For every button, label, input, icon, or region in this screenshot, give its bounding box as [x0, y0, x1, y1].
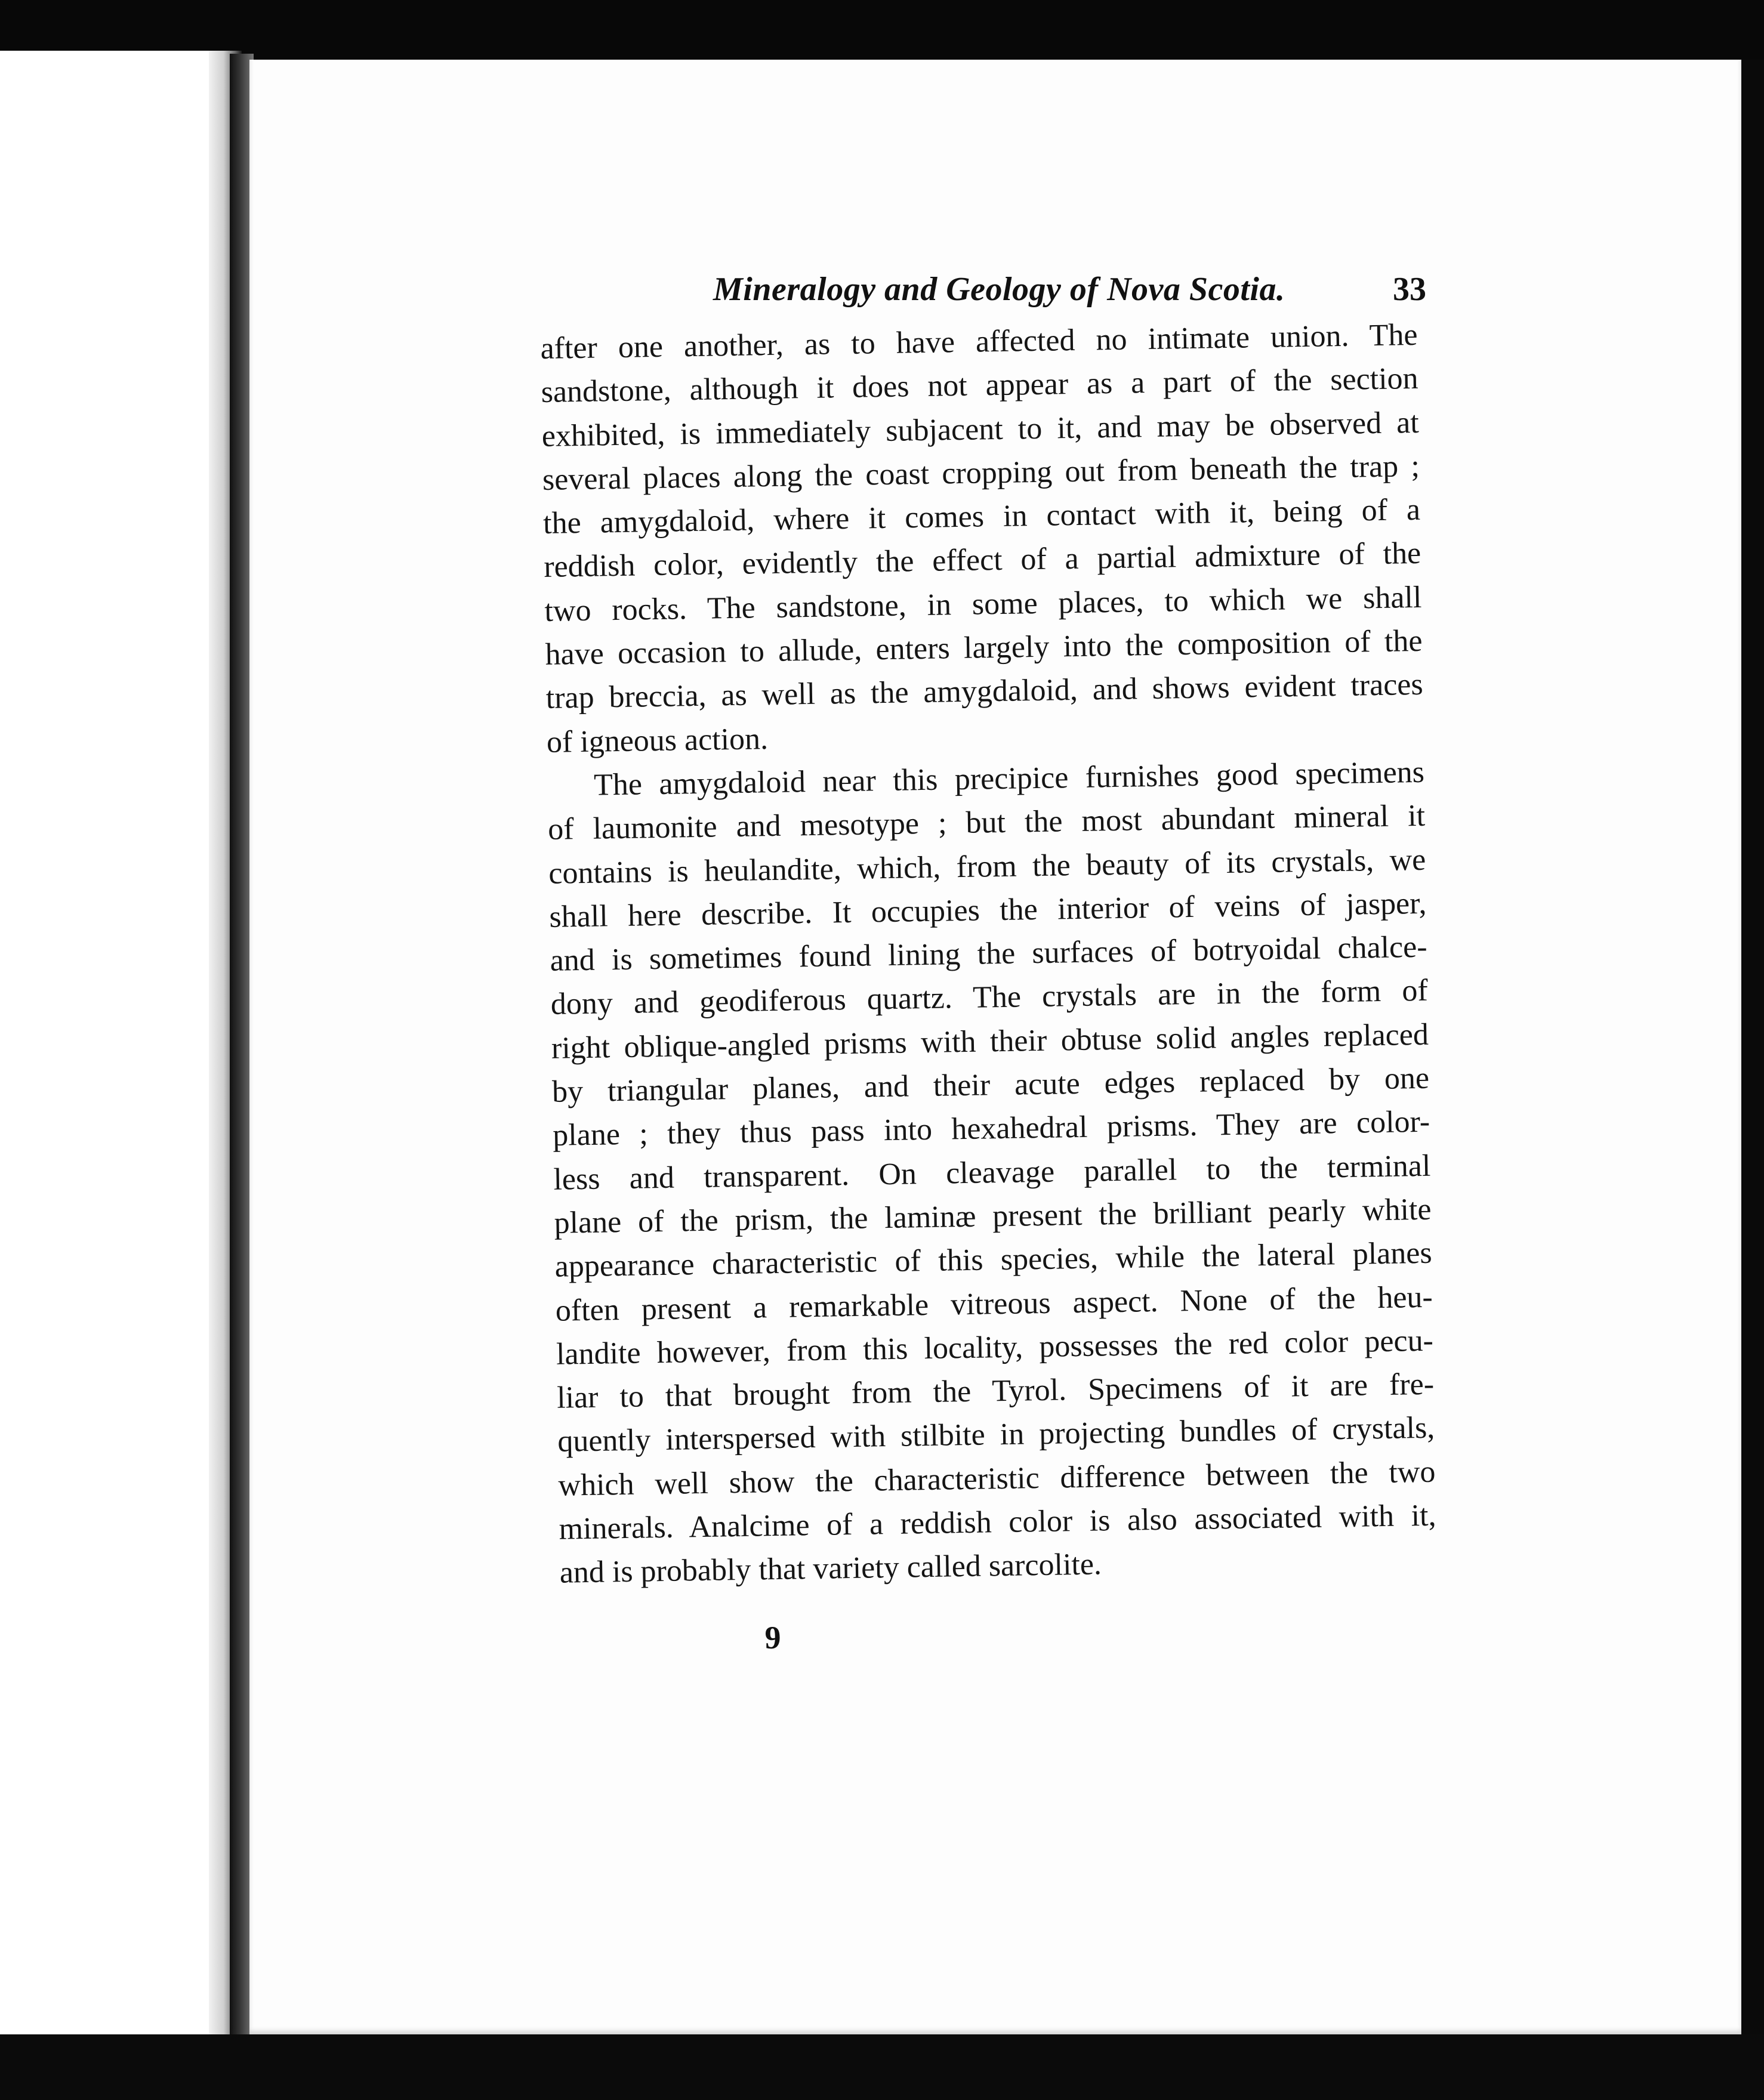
text-line: two rocks. The sandstone, in some places, to which we shall — [544, 580, 1422, 628]
text-line: appearance characteristic of this species, while the lateral planes — [554, 1236, 1433, 1284]
text-line: often present a remarkable vitreous aspect. None of the heu- — [555, 1280, 1433, 1328]
text-line: of igneous action. — [546, 721, 769, 759]
text-line: reddish color, evidently the effect of a partial admixture of the — [543, 536, 1421, 585]
text-line: and is sometimes found lining the surfaces of botryoidal chalce- — [550, 929, 1427, 978]
text-line: liar to that brought from the Tyrol. Specimens of it are fre- — [556, 1367, 1435, 1415]
text-line: which well show the characteristic difference between the two — [558, 1454, 1436, 1503]
paragraph-2 — [547, 751, 1438, 1595]
text-line: plane of the prism, the laminæ present the brilliant pearly white — [554, 1192, 1432, 1240]
text-line: and is probably that variety called sarcolite. — [559, 1547, 1102, 1591]
text-line: landite however, from this locality, possesses the red color pecu- — [556, 1323, 1434, 1372]
text-line: several places along the coast cropping out from beneath the trap ; — [542, 449, 1420, 497]
scan-bottom-border — [0, 2034, 1764, 2100]
text-line: the amygdaloid, where it comes in contact with it, being of a — [542, 493, 1421, 541]
body-text — [540, 313, 1437, 1595]
previous-page-edge — [0, 51, 236, 2040]
paragraph-1 — [540, 313, 1424, 764]
text-line: dony and geodiferous quartz. The crystals are in the form of — [550, 974, 1429, 1022]
text-line: minerals. Analcime of a reddish color is also associated with it, — [559, 1498, 1436, 1546]
page-number: 33 — [1393, 271, 1426, 308]
text-line: shall here describe. It occupies the interior of veins of jasper, — [549, 886, 1427, 934]
page-right-edge — [1741, 60, 1764, 2088]
text-line: The amygdaloid near this precipice furnishes good specimens — [593, 755, 1425, 802]
text-line: have occasion to allude, enters largely into the composition of the — [545, 623, 1423, 672]
text-line: plane ; they thus pass into hexahedral prisms. They are color- — [552, 1105, 1430, 1153]
text-line: by triangular planes, and their acute edges replaced by one — [551, 1061, 1430, 1109]
signature-mark: 9 — [764, 1620, 781, 1656]
text-line: contains is heulandite, which, from the beauty of its crystals, we — [548, 842, 1426, 891]
text-line: exhibited, is immediately subjacent to it, and may be observed at — [541, 405, 1420, 453]
text-line: after one another, as to have affected no intimate union. The — [540, 317, 1418, 366]
text-line: trap breccia, as well as the amygdaloid, and shows evident traces — [545, 668, 1424, 716]
running-head-title: Mineralogy and Geology of Nova Scotia. — [713, 271, 1285, 308]
text-line: of laumonite and mesotype ; but the most abundant mineral it — [547, 799, 1426, 847]
text-line: right oblique-angled prisms with their obtuse solid angles replaced — [551, 1017, 1429, 1066]
text-line: quently interspersed with stilbite in projecting bundles of crystals, — [557, 1411, 1435, 1459]
text-line: sandstone, although it does not appear as a part of the section — [541, 362, 1418, 410]
text-line: less and transparent. On cleavage parallel to the terminal — [553, 1148, 1431, 1197]
